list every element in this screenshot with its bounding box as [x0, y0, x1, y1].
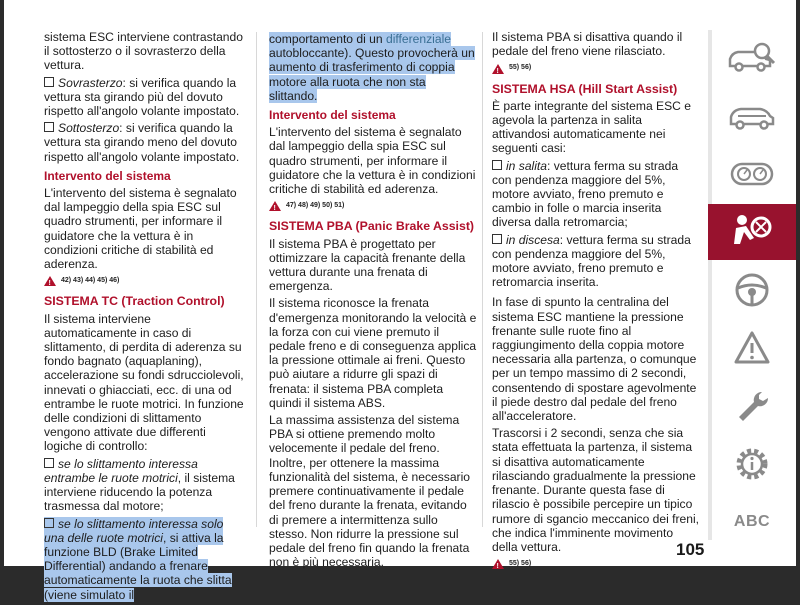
column-2 — [269, 32, 477, 572]
warning-reference[interactable]: ! 42) 43) 44) 45) 46) — [44, 274, 244, 288]
paragraph: sistema ESC interviene contrastando il sottosterzo o il sovrasterzo della vettura. — [44, 30, 243, 73]
checkbox-bullet-icon — [44, 458, 54, 468]
wrench-icon — [732, 386, 772, 426]
warning-reference[interactable]: ! 55) 56) — [492, 61, 700, 75]
abc-index-label: ABC — [733, 513, 771, 530]
warning-triangle-icon — [269, 201, 281, 211]
dashboard-gauges-icon — [726, 156, 778, 192]
checkbox-bullet-icon — [492, 160, 502, 170]
sidebar-item-maintenance[interactable] — [708, 378, 796, 434]
checkbox-bullet-icon — [44, 518, 54, 528]
sidebar-item-knowing-car[interactable] — [708, 30, 796, 86]
gear-info-icon — [732, 444, 772, 484]
sidebar-item-index[interactable] — [708, 494, 796, 550]
section-heading: SISTEMA PBA (Panic Brake Assist) — [269, 219, 475, 234]
chapter-sidebar — [708, 30, 796, 540]
paragraph: L'intervento del sistema è segnalato dal lampeggio della spia ESC sul quadro strumenti, per informare il guidatore che la vettura è in condizioni critiche di stabilità ed aderenza. — [269, 125, 476, 197]
paragraph: La massima assistenza del sistema PBA si ottiene premendo molto velocemente il pedale del freno. Inoltre, per ottenere la massima funzionalità del sistema, è necessario premere continuativamente il pedale del freno durante la frenata, evitando di premere a intermittenza sullo stesso. Non ridurre la pressione sul pedale del freno fin quando la frenata non è più necessaria. — [269, 413, 470, 570]
paragraph: Il sistema riconosce la frenata d'emergenza monitorando la velocità e la forza con cui viene premuto il pedale freno e di conseguenza applica la pressione ottimale ai freni. Questo può aiutare a ridurre gli spazi di frenata: il sistema PBA completa quindi il sistema ABS. — [269, 296, 477, 410]
steering-wheel-icon — [732, 270, 772, 310]
paragraph: Il sistema PBA si disattiva quando il pedale del freno viene rilasciato. — [492, 30, 683, 59]
warning-triangle-icon — [492, 559, 504, 569]
bullet-both-wheels: se lo slittamento interessa entrambe le ruote motrici, il sistema interviene riducendo la potenza trasmessa dal motore; — [44, 456, 235, 514]
page-number: 105 — [676, 540, 705, 559]
sidebar-item-safety[interactable] — [708, 204, 796, 260]
warning-triangle-icon — [44, 276, 56, 286]
paragraph: È parte integrante del sistema ESC e agevola la partenza in salita attivandosi automaticamente nei seguenti casi: — [492, 98, 691, 156]
highlighted-paragraph: comportamento di un differenziale autobloccante). Questo provocherà un aumento di trasferimento di coppia motore alla ruota che non sta slittando. — [269, 32, 475, 103]
bullet-downhill: in discesa: vettura ferma su strada con pendenza maggiore del 5%, motore avviato, freno premuto e retromarcia inserita. — [492, 232, 691, 290]
paragraph: Trascorsi i 2 secondi, senza che sia stata effettuata la partenza, il sistema si disattiva automaticamente rilasciando gradualmente la pressione frenante. Durante questa fase di rilascio è possibile percepire un tipico rumore di sgancio meccanico dei freni, che indica l'imminente movimento della vettura. — [492, 426, 700, 554]
checkbox-bullet-icon — [44, 122, 54, 132]
section-heading: SISTEMA TC (Traction Control) — [44, 294, 225, 309]
bullet-uphill: in salita: vettura ferma su strada con pendenza maggiore del 5%, motore avviato, freno premuto e cambio in folle o marcia inserita diversa dalla retromarcia; — [492, 158, 679, 230]
sidebar-item-technical-data[interactable] — [708, 436, 796, 492]
section-heading: SISTEMA HSA (Hill Start Assist) — [492, 81, 678, 96]
warning-reference[interactable]: ! 47) 48) 49) 50) 51) — [269, 199, 477, 213]
column-divider — [482, 32, 483, 527]
car-search-icon — [726, 40, 778, 76]
bullet-understeer: Sottosterzo: si verifica quando la vettura sta girando meno del dovuto rispetto all'angolo volante impostato. — [44, 121, 240, 164]
paragraph: Il sistema PBA è progettato per ottimizzare la capacità frenante della vettura durante una frenata di emergenza. — [269, 236, 466, 294]
sidebar-item-dashboard[interactable] — [708, 146, 796, 202]
sidebar-item-driving[interactable] — [708, 262, 796, 318]
bullet-one-wheel: se lo slittamento interessa solo una delle ruote motrici, si attiva la funzione BLD (Brake Limited Differential) andando a frenare automaticamente la ruota che slitta (viene simulato il — [44, 516, 232, 602]
bullet-oversteer: Sovrasterzo: si verifica quando la vettura sta girando più del dovuto rispetto all'angolo volante impostato. — [44, 75, 240, 119]
checkbox-bullet-icon — [44, 77, 54, 87]
warning-triangle-icon — [732, 328, 772, 368]
column-3 — [492, 30, 700, 577]
section-heading: Intervento del sistema — [269, 108, 396, 123]
manual-page — [4, 0, 796, 602]
airbag-person-icon — [730, 212, 774, 252]
section-heading: Intervento del sistema — [44, 168, 171, 183]
sidebar-item-emergency[interactable] — [708, 320, 796, 376]
paragraph: L'intervento del sistema è segnalato dal lampeggio della spia ESC sul quadro strumenti, per informare il guidatore che la vettura è in condizioni critiche di stabilità ed aderenza. — [44, 186, 237, 272]
checkbox-bullet-icon — [492, 234, 502, 244]
column-1 — [44, 30, 244, 605]
warning-reference[interactable]: ! 55) 56) — [492, 557, 700, 571]
column-divider — [256, 32, 257, 527]
sidebar-item-car[interactable] — [708, 88, 796, 144]
warning-triangle-icon — [492, 64, 504, 74]
paragraph: Il sistema interviene automaticamente in caso di slittamento, di perdita di aderenza su fondo bagnato (aquaplaning), accelerazione su fondi sdrucciolevoli, innevati o ghiacciati, ecc. di una od entrambe le ruote motrici. In funzione delle condizioni di slittamento vengono attivate due differenti logiche di controllo: — [44, 311, 244, 454]
paragraph: In fase di spunto la centralina del sistema ESC mantiene la pressione frenante sulle ruote fino al raggiungimento della coppia motore necessaria alla partenza, o comunque per un tempo massimo di 2 secondi, consentendo di spostare agevolmente il piede destro dal pedale del freno all'acceleratore. — [492, 295, 697, 424]
car-icon — [726, 98, 778, 134]
